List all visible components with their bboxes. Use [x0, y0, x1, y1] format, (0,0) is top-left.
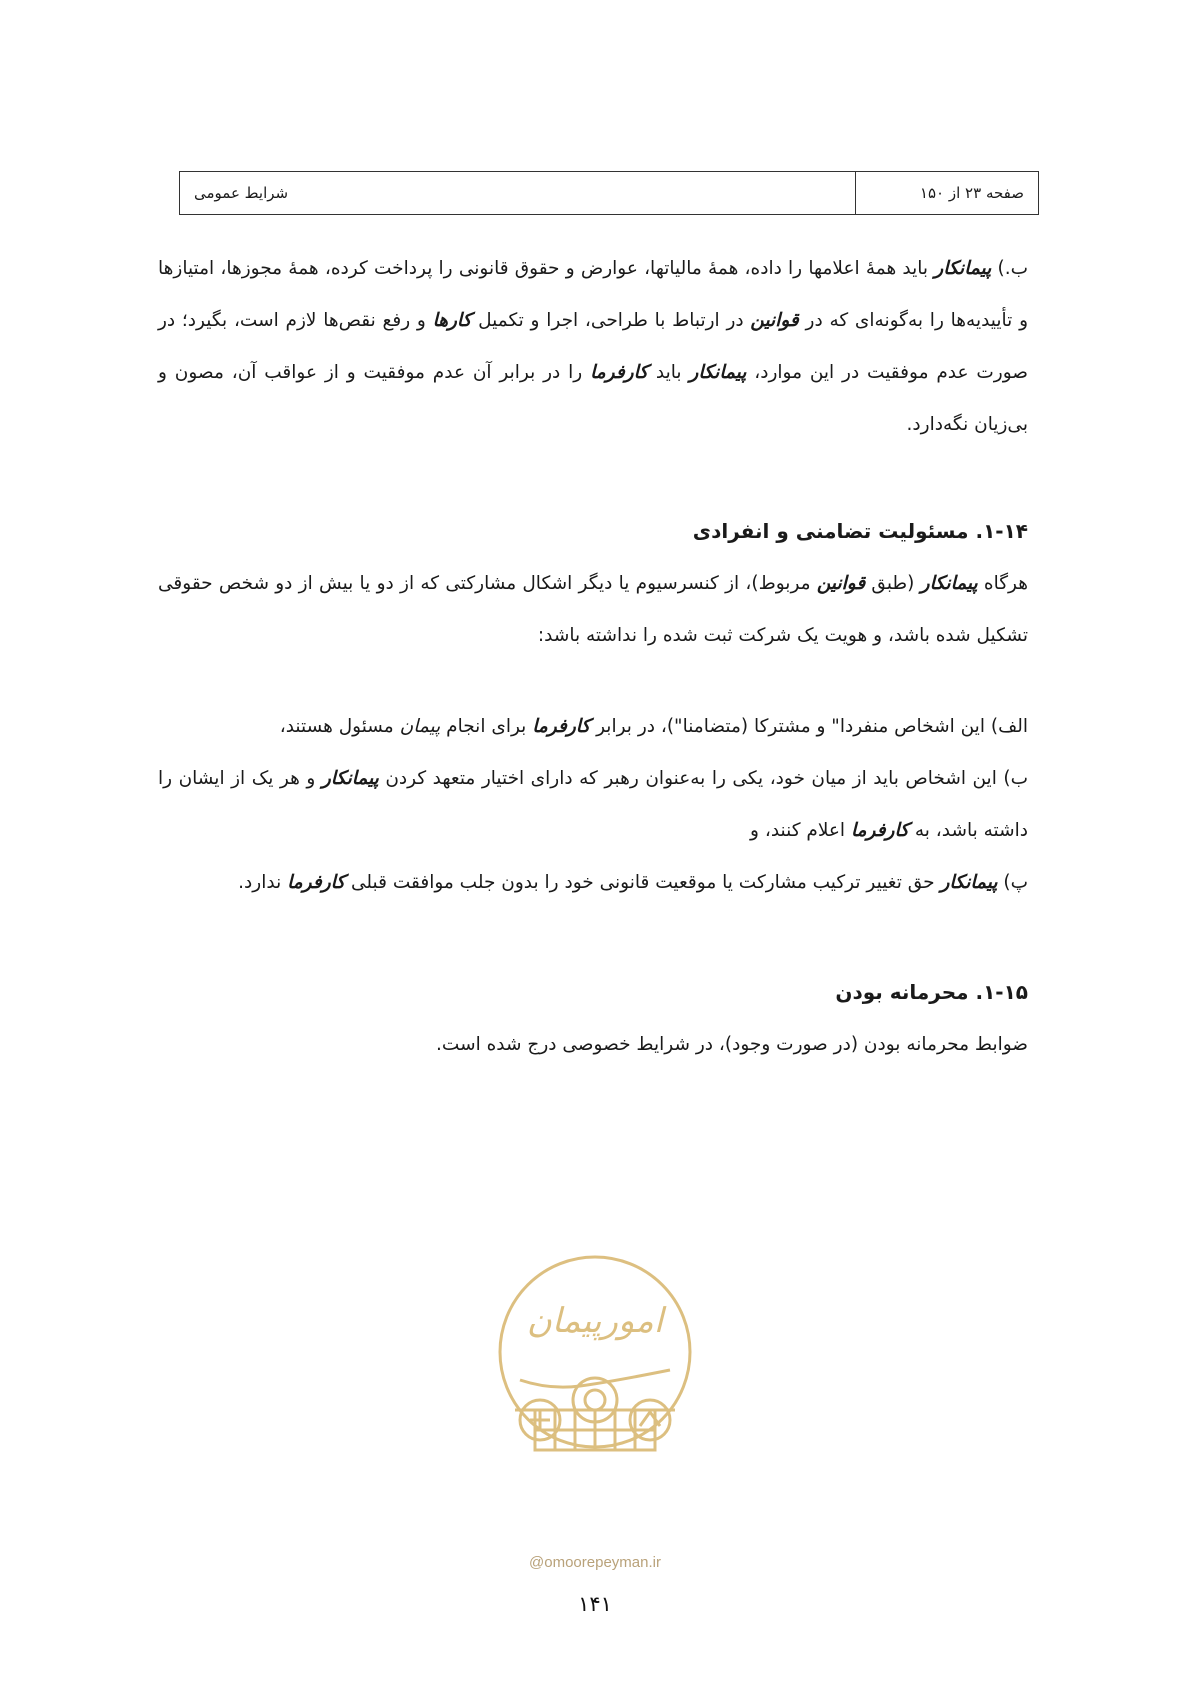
paragraph-14-text [158, 558, 1028, 662]
list-item-alef [158, 701, 1028, 753]
term-contractor: پیمانکار [689, 362, 747, 383]
term-contract: پیمان [399, 716, 441, 737]
logo-emblem-icon [490, 1240, 700, 1510]
term-contractor: پیمانکار [920, 573, 978, 594]
text-run: مربوط)، از کنسرسیوم یا دیگر اشکال مشارکتی که از دو یا بیش از دو شخص حقوقی تشکیل شده باشد، و هویت یک شرکت ثبت شده را نداشته باشد: [158, 573, 1028, 646]
term-laws: قوانین [750, 310, 799, 331]
text-run: ب.) [991, 258, 1028, 279]
text-run: برای انجام [440, 716, 533, 737]
paragraph-b [158, 243, 1028, 451]
paragraph-b-text [158, 243, 1028, 451]
page-number: ۱۴۱ [578, 1592, 612, 1616]
paragraph-14 [158, 558, 1028, 662]
text-run: پ) [997, 872, 1028, 893]
term-works: کارها [432, 310, 472, 331]
text-run: (طبق [865, 573, 921, 594]
term-employer: کارفرما [287, 872, 346, 893]
text-run: و رفع نقص‌ها لازم است، بگیرد؛ در صورت عدم موفقیت در این موارد، [158, 310, 1028, 383]
text-run: هرگاه [977, 573, 1028, 594]
term-contractor: پیمانکار [321, 768, 379, 789]
watermark-logo [490, 1240, 700, 1510]
text-run: باید [648, 362, 690, 383]
logo-text: امورپیمان [526, 1301, 664, 1341]
term-employer: کارفرما [590, 362, 649, 383]
text-run: باید همهٔ اعلامها را داده، همهٔ مالیاتها، عوارض و حقوق قانونی را پرداخت کرده، همهٔ مجوزها، امتیازها و تأییدیه‌ها را به‌گونه‌ای که در [158, 258, 1029, 331]
text-run: ندارد. [238, 872, 288, 893]
text-run: حق تغییر ترکیب مشارکت یا موقعیت قانونی خود را بدون جلب موافقت قبلی [345, 872, 941, 893]
watermark-url: @omoorepeyman.ir [529, 1554, 661, 1571]
text-run: در ارتباط با طراحی، اجرا و تکمیل [471, 310, 751, 331]
term-contractor: پیمانکار [940, 872, 998, 893]
header-page-info: صفحه ۲۳ از ۱۵۰ [855, 172, 1038, 214]
text-run: الف) این اشخاص منفردا" و مشترکا (متضامنا")، در برابر [590, 716, 1028, 737]
header-section-title: شرایط عمومی [194, 184, 289, 202]
term-laws: قوانین [816, 573, 866, 594]
term-contractor: پیمانکار [934, 258, 992, 279]
list-item-be [158, 753, 1028, 857]
section-heading-14: ۱-۱۴. مسئولیت تضامنی و انفرادی [692, 519, 1028, 543]
text-run: اعلام کنند، و [750, 820, 851, 841]
text-run: و هر یک از ایشان را داشته باشد، به [158, 768, 1028, 841]
text-run: را در برابر آن عدم موفقیت و از عواقب آن، مصون و بی‌زیان نگه‌دارد. [158, 362, 1028, 435]
list-item-pe [158, 857, 1028, 909]
page-header [179, 171, 1039, 215]
paragraph-15: ضوابط محرمانه بودن (در صورت وجود)، در شرایط خصوصی درج شده است. [436, 1034, 1028, 1055]
section-heading-15: ۱-۱۵. محرمانه بودن [835, 980, 1028, 1004]
list-items [158, 701, 1028, 909]
term-employer: کارفرما [532, 716, 591, 737]
term-employer: کارفرما [850, 820, 909, 841]
text-run: مسئول هستند، [279, 716, 400, 737]
text-run: ب) این اشخاص باید از میان خود، یکی را به‌عنوان رهبر که دارای اختیار متعهد کردن [378, 768, 1028, 789]
